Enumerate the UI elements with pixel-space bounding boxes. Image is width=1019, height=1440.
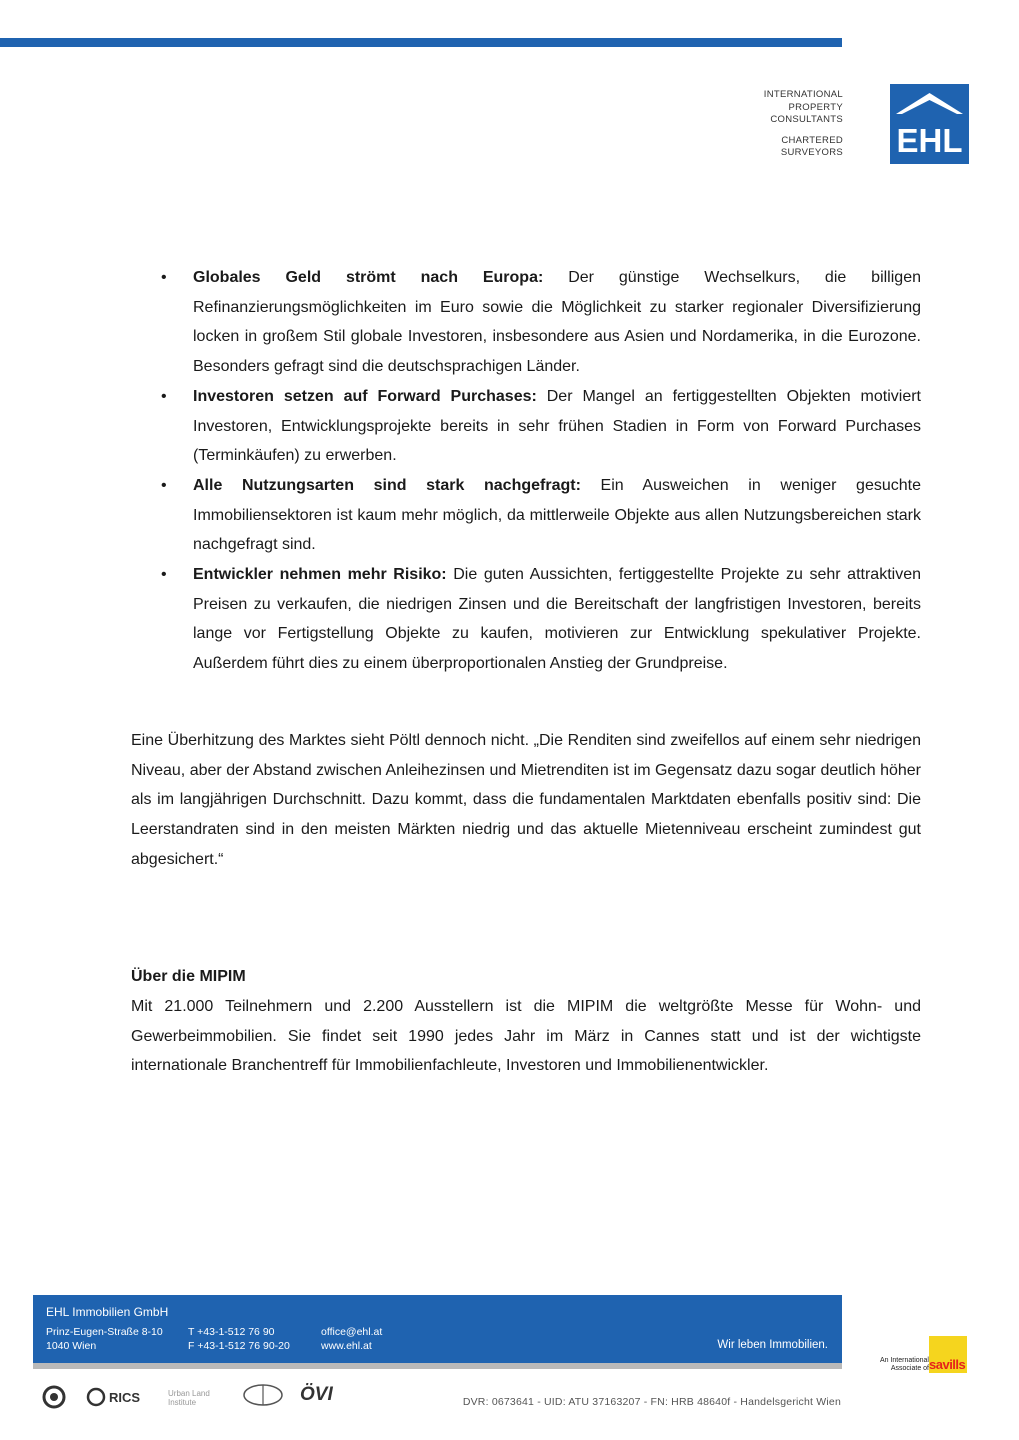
- savills-wordmark: savills: [929, 1357, 966, 1372]
- rics-emblem-icon: [86, 1387, 106, 1407]
- footer-email-link[interactable]: office@ehl.at: [321, 1326, 383, 1338]
- section-title: Über die MIPIM: [131, 968, 246, 985]
- footer-phone: T +43-1-512 76 90: [188, 1326, 275, 1338]
- footer-company: EHL Immobilien GmbH: [46, 1305, 169, 1319]
- savills-logo: [874, 1336, 970, 1376]
- list-item: [131, 382, 921, 471]
- tagline-line: SURVEYORS: [780, 147, 843, 158]
- list-item: [131, 263, 921, 382]
- uli-logo: Urban Land Institute: [168, 1389, 210, 1407]
- footer-band: [33, 1295, 842, 1363]
- bullet-heading: Globales Geld strömt nach Europa:: [193, 269, 544, 286]
- tagline-line: CONSULTANTS: [770, 114, 843, 125]
- assoc-line: Associate of: [890, 1365, 929, 1372]
- footer-city: 1040 Wien: [46, 1340, 97, 1352]
- footer-address: [46, 1325, 163, 1353]
- mipim-paragraph: Mit 21.000 Teilnehmern und 2.200 Ausstellern ist die MIPIM die weltgrößte Messe für Wohn- und Gewerbeimmobilien. Sie findet seit 1990 jedes Jahr im März in Cannes statt und ist der wichtigste internationale Branchentreff für Immobilienfachleute, Investoren und Immobilienentwickler.: [131, 998, 921, 1075]
- ehl-logo: [890, 84, 969, 164]
- tagline-line: INTERNATIONAL: [763, 89, 843, 100]
- footer-contact: [321, 1325, 382, 1353]
- certification-icon: [42, 1385, 66, 1409]
- footer-divider: [33, 1363, 842, 1369]
- footer-street: Prinz-Eugen-Straße 8-10: [46, 1326, 163, 1338]
- bullet-heading: Entwickler nehmen mehr Risiko:: [193, 566, 447, 584]
- assoc-line: An International: [879, 1357, 929, 1364]
- rics-text: RICS: [109, 1389, 141, 1405]
- list-item: [131, 471, 921, 560]
- rics-logo: [86, 1387, 140, 1407]
- bullet-heading: Alle Nutzungsarten sind stark nachgefragt:: [193, 476, 581, 494]
- bullet-text: Ein Ausweichen in weniger gesuchte Immobiliensektoren ist kaum mehr möglich, da mittlerweile Objekte aus allen Nutzungsbereichen stark nachgefragt sind.: [193, 476, 921, 554]
- footer-slogan: Wir leben Immobilien.: [717, 1339, 828, 1351]
- bullet-text: Die guten Aussichten, fertiggestellte Projekte zu sehr attraktiven Preisen zu verkaufen, die niedrigen Zinsen und die Bereitschaft der langfristigen Investoren, bereits lange vor Fertigstellung Objekte zu kaufen, motivieren zur Entwicklung spekulativer Projekte. Außerdem führt dies zu einem überproportionalen Anstieg der Grundpreise.: [193, 566, 921, 673]
- tagline-line: PROPERTY: [788, 101, 843, 113]
- bullet-text: Der günstige Wechselkurs, die billigen Refinanzierungsmöglichkeiten im Euro sowie die Möglichkeit zu starker regionaler Diversifizierung locken in großem Stil globale Investoren, insbesondere aus Asien und Nordamerika, in die Eurozone. Besonders gefragt sind die deutschsprachigen Länder.: [193, 269, 921, 376]
- logo-text: EHL: [896, 122, 963, 159]
- bullet-text: Der Mangel an fertiggestellten Objekten motiviert Investoren, Entwicklungsprojekte bereits in sehr frühen Stadien in Form von Forward Purchases (Terminkäufen) zu erwerben.: [193, 387, 921, 465]
- bullet-heading: Investoren setzen auf Forward Purchases:: [193, 387, 537, 405]
- partner-assoc-text: [874, 1357, 929, 1373]
- list-item: [131, 560, 921, 679]
- footer-phones: [188, 1325, 290, 1353]
- bullet-list: [131, 263, 921, 679]
- ovi-logo: ÖVI: [300, 1384, 333, 1405]
- membership-logos: [42, 1383, 342, 1411]
- footer-web-link[interactable]: www.ehl.at: [321, 1340, 372, 1352]
- quote-paragraph: Eine Überhitzung des Marktes sieht Pöltl dennoch nicht. „Die Renditen sind zweifellos auf einem sehr niedrigen Niveau, aber der Abstand zwischen Anleihezinsen und Mietrenditen ist im Gegensatz dazu sogar deutlich höher als im langjährigen Durchschnitt. Dazu kommt, dass die fundamentalen Marktdaten ebenfalls positiv sind: Die Leerstandraten sind in den meisten Märkten niedrig und das aktuelle Mietenniveau erscheint zumindest gut abgesichert.“: [131, 732, 921, 868]
- header-bar: [0, 38, 842, 47]
- footer-fax: F +43-1-512 76 90-20: [188, 1340, 290, 1352]
- globe-emblem-icon: [241, 1383, 285, 1409]
- tagline-line: CHARTERED: [781, 134, 843, 146]
- company-tagline: [764, 89, 843, 160]
- legal-info: DVR: 0673641 - UID: ATU 37163207 - FN: HRB 48640f - Handelsgericht Wien: [462, 1396, 841, 1408]
